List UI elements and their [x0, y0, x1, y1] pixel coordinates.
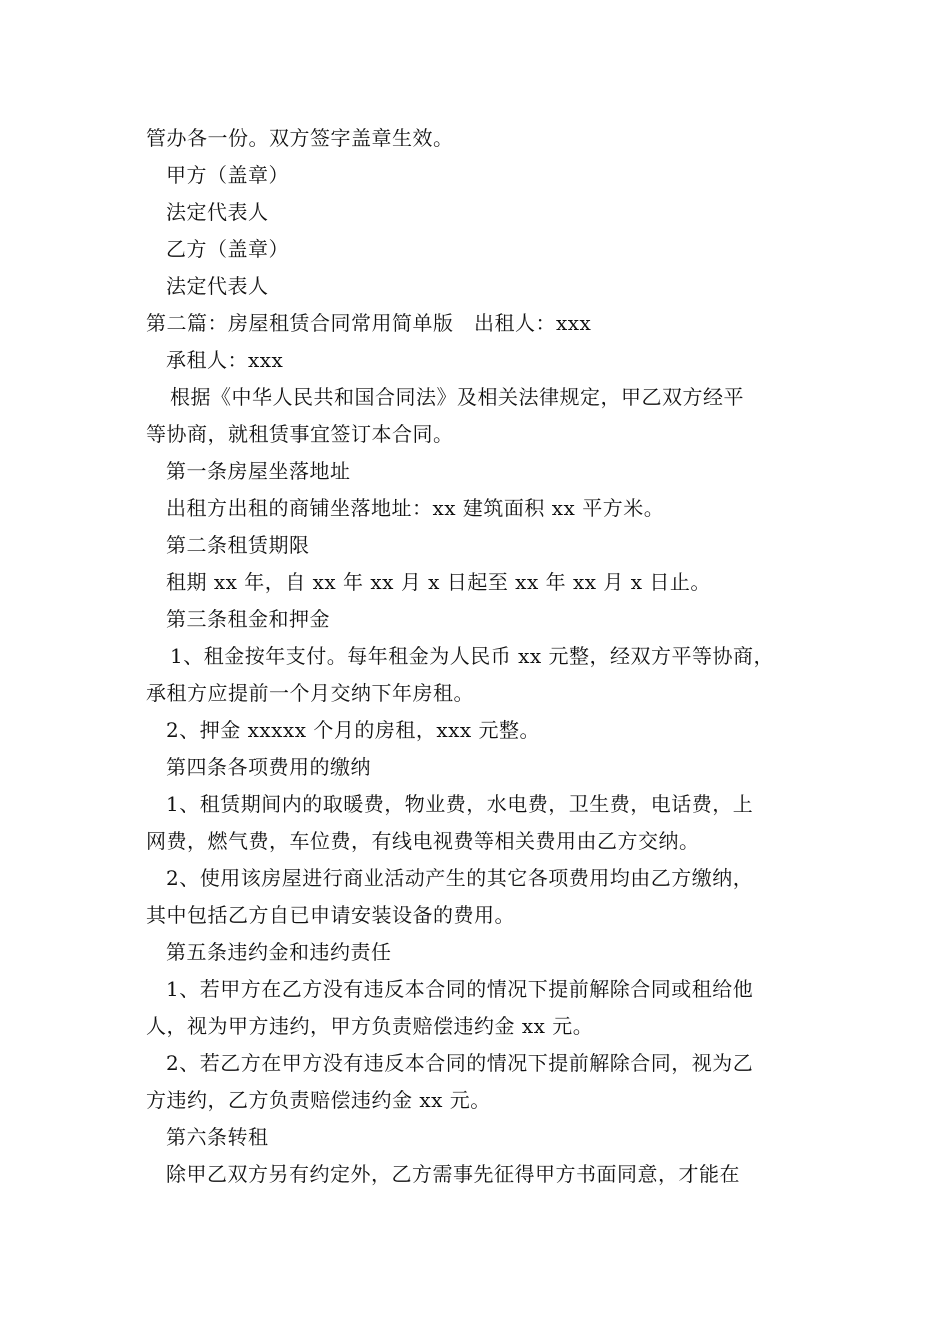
paragraph-line: 管办各一份。双方签字盖章生效。	[146, 126, 454, 150]
signature-rep-a: 法定代表人	[166, 200, 269, 224]
article-heading: 第一条房屋坐落地址	[166, 459, 351, 483]
signature-rep-b: 法定代表人	[166, 274, 269, 298]
paragraph-line: 方违约，乙方负责赔偿违约金 xx 元。	[146, 1088, 491, 1112]
paragraph-line: 等协商，就租赁事宜签订本合同。	[146, 422, 454, 446]
article-heading: 第四条各项费用的缴纳	[166, 755, 371, 779]
signature-party-a: 甲方（盖章）	[166, 163, 289, 187]
article-heading: 第三条租金和押金	[166, 607, 330, 631]
paragraph-line: 除甲乙双方另有约定外，乙方需事先征得甲方书面同意，才能在	[166, 1162, 740, 1186]
paragraph-line: 1、若甲方在乙方没有违反本合同的情况下提前解除合同或租给他	[166, 977, 754, 1001]
article-heading: 第二条租赁期限	[166, 533, 310, 557]
article-heading: 第五条违约金和违约责任	[166, 940, 392, 964]
paragraph-line: 租期 xx 年，自 xx 年 xx 月 x 日起至 xx 年 xx 月 x 日止。	[166, 570, 711, 594]
paragraph-line: 2、若乙方在甲方没有违反本合同的情况下提前解除合同，视为乙	[166, 1051, 754, 1075]
article-heading: 第六条转租	[166, 1125, 269, 1149]
paragraph-line: 1、租金按年支付。每年租金为人民币 xx 元整，经双方平等协商，	[170, 644, 774, 668]
document-body	[146, 120, 816, 1193]
tenant-line: 承租人：xxx	[166, 348, 284, 372]
paragraph-line: 出租方出租的商铺坐落地址：xx 建筑面积 xx 平方米。	[166, 496, 665, 520]
paragraph-line: 其中包括乙方自已申请安装设备的费用。	[146, 903, 515, 927]
paragraph-line: 根据《中华人民共和国合同法》及相关法律规定，甲乙双方经平	[170, 385, 744, 409]
paragraph-line: 2、使用该房屋进行商业活动产生的其它各项费用均由乙方缴纳，	[166, 866, 754, 890]
paragraph-line: 人，视为甲方违约，甲方负责赔偿违约金 xx 元。	[146, 1014, 594, 1038]
paragraph-line: 承租方应提前一个月交纳下年房租。	[146, 681, 474, 705]
paragraph-line: 1、租赁期间内的取暖费，物业费，水电费，卫生费，电话费，上	[166, 792, 754, 816]
signature-party-b: 乙方（盖章）	[166, 237, 289, 261]
paragraph-line: 2、押金 xxxxx 个月的房租，xxx 元整。	[166, 718, 541, 742]
section-heading: 第二篇：房屋租赁合同常用简单版 出租人：xxx	[146, 311, 592, 335]
paragraph-line: 网费，燃气费，车位费，有线电视费等相关费用由乙方交纳。	[146, 829, 700, 853]
